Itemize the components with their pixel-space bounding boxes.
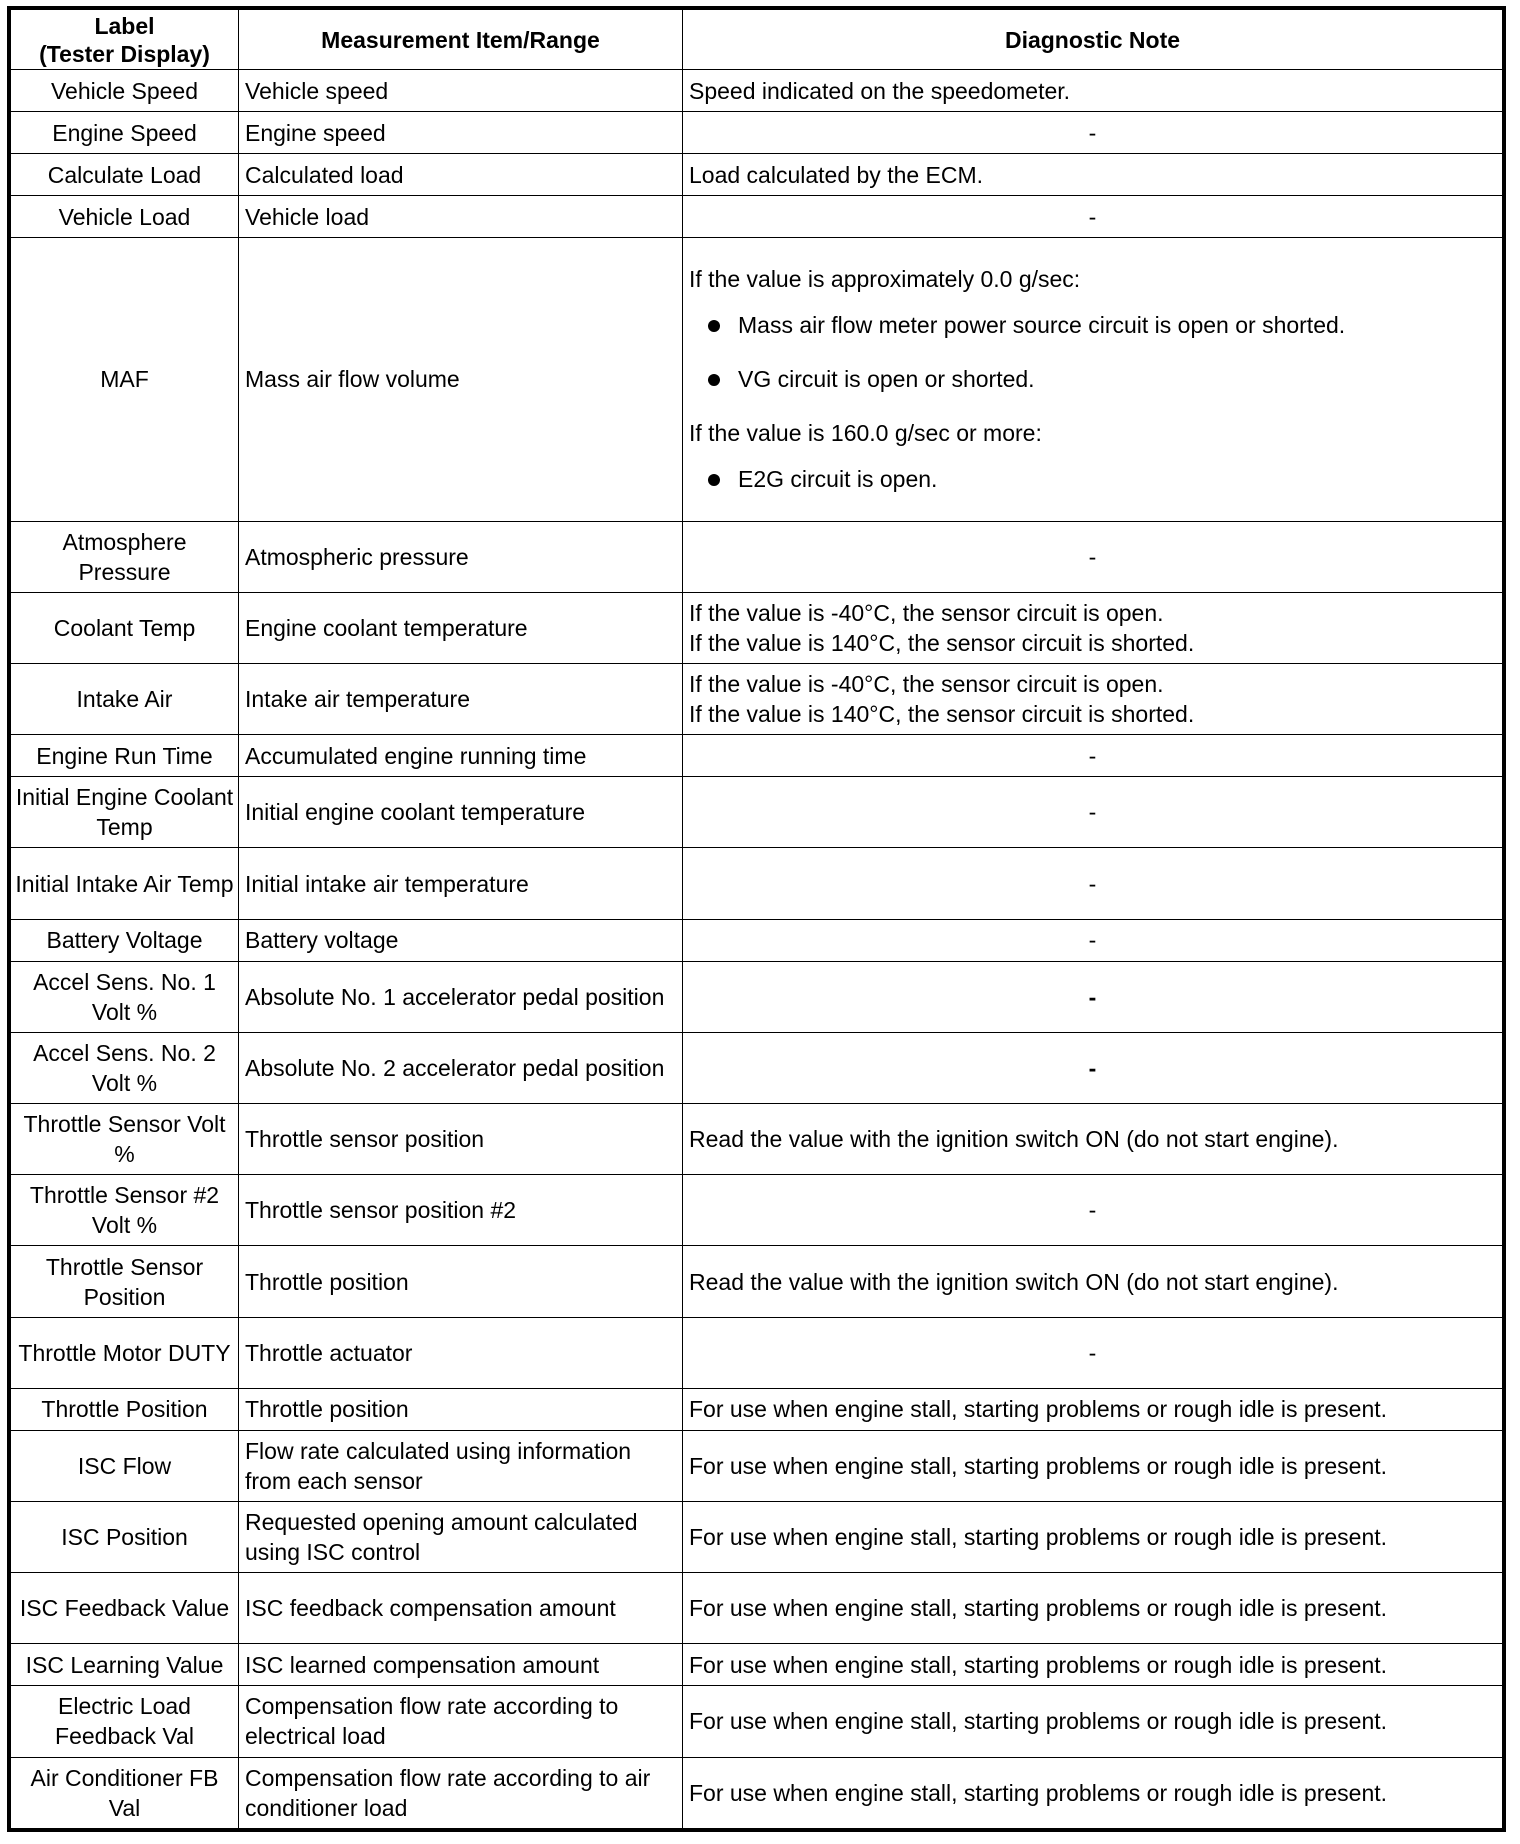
data-list-table — [10, 9, 1503, 1829]
maf-note-paragraph: If the value is approximately 0.0 g/sec: — [689, 266, 1081, 293]
row-label: Battery Voltage — [11, 919, 239, 961]
bullet-icon — [708, 474, 720, 486]
row-note: - — [683, 196, 1503, 238]
row-label: ISC Learning Value — [11, 1644, 239, 1686]
row-label: Engine Run Time — [11, 735, 239, 777]
header-label-text: Label (Tester Display) — [39, 12, 210, 67]
row-item: Engine speed — [239, 112, 683, 154]
row-item: Compensation flow rate according to air conditioner load — [239, 1757, 683, 1828]
row-note: For use when engine stall, starting problems or rough idle is present. — [683, 1573, 1503, 1644]
row-label: Throttle Sensor Position — [11, 1246, 239, 1317]
row-note: Read the value with the ignition switch ON (do not start engine). — [683, 1246, 1503, 1317]
row-item: Vehicle speed — [239, 70, 683, 112]
table-row — [11, 112, 1503, 154]
table-row — [11, 1644, 1503, 1686]
row-note: Read the value with the ignition switch ON (do not start engine). — [683, 1104, 1503, 1175]
table-row — [11, 1175, 1503, 1246]
row-note: If the value is -40°C, the sensor circuit is open. If the value is 140°C, the sensor circuit is shorted. — [683, 592, 1503, 663]
table-row — [11, 919, 1503, 961]
row-item: Battery voltage — [239, 919, 683, 961]
list-item — [689, 310, 1496, 340]
header-note — [683, 10, 1503, 70]
row-item: Intake air temperature — [239, 664, 683, 735]
table-row — [11, 961, 1503, 1032]
bullet-text: VG circuit is open or shorted. — [738, 366, 1035, 393]
row-item: ISC learned compensation amount — [239, 1644, 683, 1686]
row-label: Throttle Motor DUTY — [11, 1317, 239, 1388]
table-row — [11, 777, 1503, 848]
row-note: Speed indicated on the speedometer. — [683, 70, 1503, 112]
row-item: Throttle position — [239, 1246, 683, 1317]
list-item — [689, 464, 1496, 494]
row-note: - — [683, 112, 1503, 154]
bullet-text: E2G circuit is open. — [738, 466, 938, 493]
row-item: Calculated load — [239, 154, 683, 196]
row-label: Throttle Sensor #2 Volt % — [11, 1175, 239, 1246]
row-item: Vehicle load — [239, 196, 683, 238]
row-note: For use when engine stall, starting problems or rough idle is present. — [683, 1644, 1503, 1686]
row-label: MAF — [11, 238, 239, 522]
row-label: Throttle Sensor Volt % — [11, 1104, 239, 1175]
row-item: Throttle sensor position #2 — [239, 1175, 683, 1246]
row-item: Engine coolant temperature — [239, 592, 683, 663]
row-note: - — [683, 1317, 1503, 1388]
row-note: - — [683, 1032, 1503, 1103]
row-label: Intake Air — [11, 664, 239, 735]
table-row — [11, 664, 1503, 735]
table-row — [11, 1430, 1503, 1501]
table-row — [11, 1032, 1503, 1103]
row-item: Throttle position — [239, 1388, 683, 1430]
row-item: Requested opening amount calculated using ISC control — [239, 1501, 683, 1572]
table-row — [11, 1388, 1503, 1430]
row-note: - — [683, 521, 1503, 592]
header-note-text: Diagnostic Note — [1004, 26, 1181, 53]
row-note: Load calculated by the ECM. — [683, 154, 1503, 196]
table-row — [11, 735, 1503, 777]
table-row — [11, 521, 1503, 592]
header-row — [11, 10, 1503, 70]
row-label: ISC Flow — [11, 1430, 239, 1501]
table-row — [11, 154, 1503, 196]
row-label: Vehicle Speed — [11, 70, 239, 112]
row-note: For use when engine stall, starting problems or rough idle is present. — [683, 1757, 1503, 1828]
bullet-icon — [708, 374, 720, 386]
row-label: Accel Sens. No. 1 Volt % — [11, 961, 239, 1032]
row-item: Initial engine coolant temperature — [239, 777, 683, 848]
bullet-icon — [708, 320, 720, 332]
row-note: For use when engine stall, starting problems or rough idle is present. — [683, 1430, 1503, 1501]
table-row — [11, 70, 1503, 112]
table-row — [11, 1501, 1503, 1572]
row-note: - — [683, 735, 1503, 777]
table-row — [11, 1104, 1503, 1175]
row-item: Throttle sensor position — [239, 1104, 683, 1175]
row-item: Compensation flow rate according to electrical load — [239, 1686, 683, 1757]
row-item: Mass air flow volume — [239, 238, 683, 522]
row-item: Atmospheric pressure — [239, 521, 683, 592]
row-item: Absolute No. 2 accelerator pedal position — [239, 1032, 683, 1103]
row-note: For use when engine stall, starting problems or rough idle is present. — [683, 1501, 1503, 1572]
header-item-text: Measurement Item/Range — [321, 26, 600, 53]
row-label: Atmosphere Pressure — [11, 521, 239, 592]
row-item: Initial intake air temperature — [239, 848, 683, 919]
header-item — [239, 10, 683, 70]
row-label: Accel Sens. No. 2 Volt % — [11, 1032, 239, 1103]
row-note: - — [683, 919, 1503, 961]
table-row — [11, 238, 1503, 522]
row-note: For use when engine stall, starting problems or rough idle is present. — [683, 1388, 1503, 1430]
row-label: Engine Speed — [11, 112, 239, 154]
table-row — [11, 196, 1503, 238]
row-label: Initial Engine Coolant Temp — [11, 777, 239, 848]
row-item: Absolute No. 1 accelerator pedal position — [239, 961, 683, 1032]
row-label: Initial Intake Air Temp — [11, 848, 239, 919]
maf-bullet-list — [689, 464, 1496, 494]
row-note: - — [683, 777, 1503, 848]
row-label: ISC Feedback Value — [11, 1573, 239, 1644]
row-label: Throttle Position — [11, 1388, 239, 1430]
row-item: Flow rate calculated using information from each sensor — [239, 1430, 683, 1501]
row-label: Electric Load Feedback Val — [11, 1686, 239, 1757]
list-item — [689, 364, 1496, 394]
row-label: ISC Position — [11, 1501, 239, 1572]
row-note: - — [683, 1175, 1503, 1246]
table-row — [11, 1246, 1503, 1317]
table-row — [11, 848, 1503, 919]
row-label: Vehicle Load — [11, 196, 239, 238]
maf-note-paragraph: If the value is 160.0 g/sec or more: — [689, 420, 1042, 447]
table-row — [11, 1317, 1503, 1388]
row-label: Coolant Temp — [11, 592, 239, 663]
row-item: ISC feedback compensation amount — [239, 1573, 683, 1644]
table-row — [11, 1757, 1503, 1828]
table-row — [11, 1686, 1503, 1757]
row-item: Accumulated engine running time — [239, 735, 683, 777]
row-note: For use when engine stall, starting problems or rough idle is present. — [683, 1686, 1503, 1757]
maf-bullet-list — [689, 310, 1496, 394]
bullet-text: Mass air flow meter power source circuit is open or shorted. — [738, 312, 1346, 339]
row-label: Calculate Load — [11, 154, 239, 196]
row-note: - — [683, 848, 1503, 919]
row-note-maf — [683, 238, 1503, 522]
row-note: - — [683, 961, 1503, 1032]
data-list-sheet — [7, 6, 1506, 1832]
row-note: If the value is -40°C, the sensor circuit is open. If the value is 140°C, the sensor circuit is shorted. — [683, 664, 1503, 735]
row-item: Throttle actuator — [239, 1317, 683, 1388]
table-row — [11, 1573, 1503, 1644]
header-label — [11, 10, 239, 70]
row-label: Air Conditioner FB Val — [11, 1757, 239, 1828]
table-row — [11, 592, 1503, 663]
